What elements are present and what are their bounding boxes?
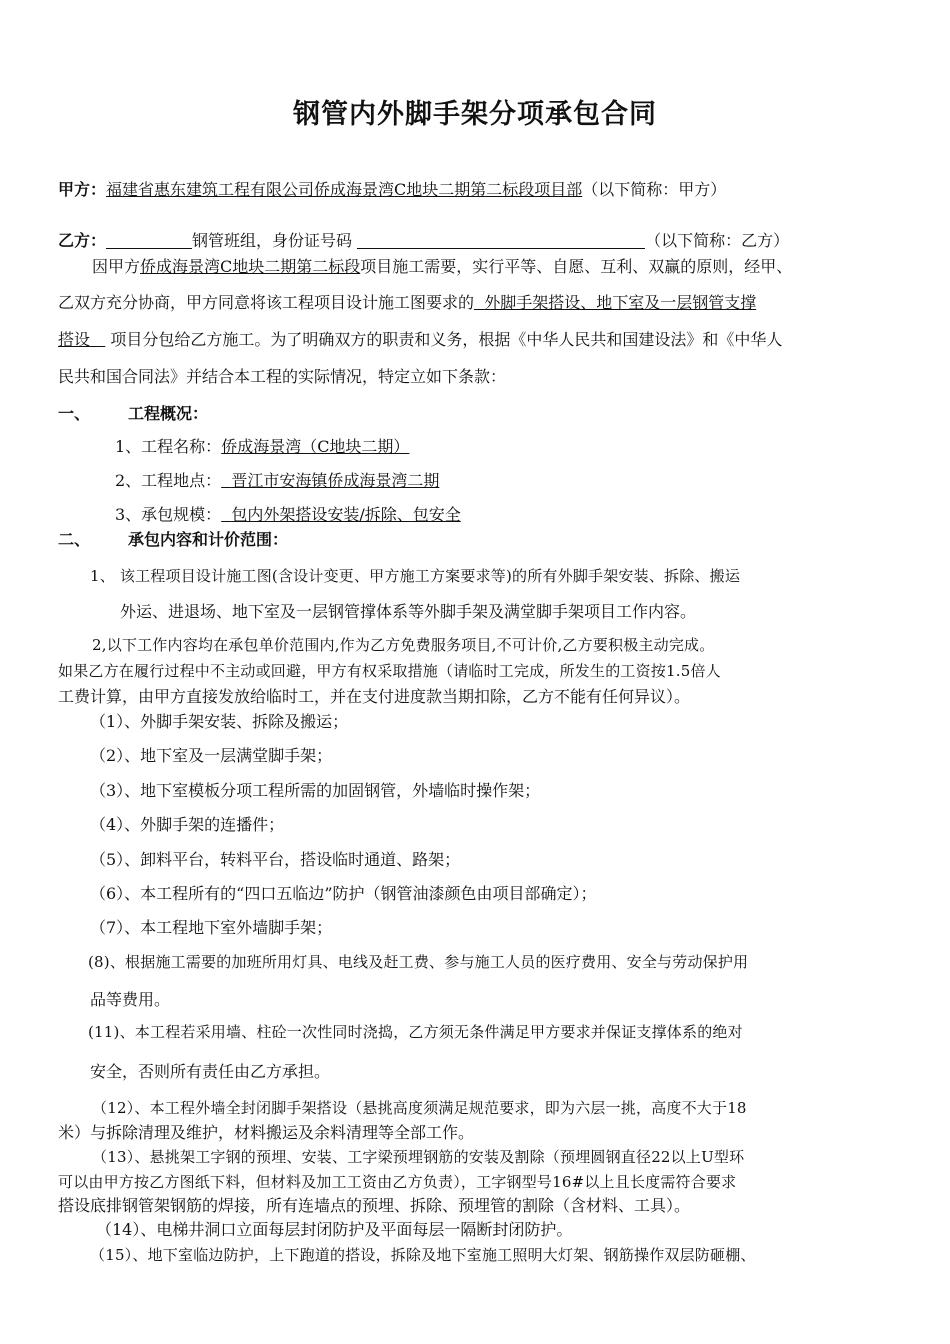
overview-label: 2、工程地点： bbox=[115, 471, 222, 490]
overview-value-underline bbox=[221, 505, 461, 524]
scope-underlined-cont bbox=[58, 330, 105, 349]
clause-2-line-3: 工费计算，由甲方直接发放给临时工，并在支付进度款当期扣除，乙方不能有任何异议）。 bbox=[58, 687, 691, 706]
scope-text: 搭设 bbox=[58, 330, 91, 349]
party-b-team: 钢管班组，身份证号码 bbox=[192, 231, 353, 250]
party-b-line bbox=[58, 231, 910, 251]
preamble-text: 项目分包给乙方施工。为了明确双方的职责和义务，根据《中华人民共和国建设法》和《中华人 bbox=[110, 330, 783, 349]
clause-2-line-1: 2,以下工作内容均在承包单价范围内,作为乙方免费服务项目,不可计价,乙方要积极主动完成。 bbox=[92, 636, 715, 654]
overview-item bbox=[115, 505, 910, 525]
section-number: 二、 bbox=[58, 530, 91, 549]
party-a-label: 甲方： bbox=[58, 180, 107, 199]
scope-underlined bbox=[474, 293, 756, 312]
overview-value: 晋江市安海镇侨成海景湾二期 bbox=[231, 471, 440, 490]
list-item: （2）、地下室及一层满堂脚手架； bbox=[90, 746, 333, 765]
item-15: （15）、地下室临边防护，上下跑道的搭设，拆除及地下室施工照明大灯架、钢筋操作双层防砸棚、 bbox=[90, 1246, 756, 1264]
overview-value: 侨成海景湾（C地块二期） bbox=[221, 437, 410, 456]
preamble-line-3 bbox=[58, 330, 910, 350]
section-title: 承包内容和计价范围： bbox=[128, 530, 289, 549]
party-a-name: 福建省惠东建筑工程有限公司侨成海景湾C地块二期第二标段项目部 bbox=[106, 180, 583, 199]
item-11-line-2: 安全，否则所有责任由乙方承担。 bbox=[90, 1062, 331, 1081]
item-14: （14）、电梯井洞口立面每层封闭防护及平面每层一隔断封闭防护。 bbox=[96, 1220, 573, 1239]
preamble-line-2 bbox=[58, 293, 910, 313]
party-b-id-blank bbox=[357, 232, 645, 249]
list-item: （7）、本工程地下室外墙脚手架； bbox=[90, 918, 333, 937]
section-2-heading bbox=[58, 530, 910, 550]
preamble-line-4: 民共和国合同法》并结合本工程的实际情况，特定立如下条款： bbox=[58, 367, 507, 386]
clause-1-line-2: 外运、进退场、地下室及一层钢管撑体系等外脚手架及满堂脚手架项目工作内容。 bbox=[120, 602, 697, 621]
item-13-line-3: 搭设底排钢管架钢筋的焊接，所有连墙点的预埋、拆除、预埋管的割除（含材料、工具）。 bbox=[58, 1196, 691, 1215]
preamble-line-1 bbox=[92, 257, 910, 277]
section-1-heading bbox=[58, 404, 910, 424]
list-item: （3）、地下室模板分项工程所需的加固钢管，外墙临时操作架； bbox=[90, 781, 541, 800]
scope-text: 外脚手架搭设、地下室及一层钢管支撑 bbox=[484, 293, 757, 312]
section-title: 工程概况： bbox=[128, 404, 209, 423]
section-number: 一、 bbox=[58, 404, 91, 423]
overview-value: 包内外架搭设安装/拆除、包安全 bbox=[231, 505, 461, 524]
party-a-suffix: （以下简称：甲方） bbox=[582, 180, 727, 199]
party-b-suffix: （以下简称：乙方） bbox=[645, 231, 790, 250]
overview-item bbox=[115, 437, 910, 457]
party-b-label: 乙方： bbox=[58, 231, 107, 250]
overview-label: 1、工程名称： bbox=[115, 437, 222, 456]
overview-label: 3、承包规模： bbox=[115, 505, 222, 524]
list-item: （6）、本工程所有的“四口五临边”防护（钢管油漆颜色由项目部确定）； bbox=[90, 884, 597, 903]
preamble-text: 因甲方 bbox=[92, 257, 141, 276]
list-item: （1）、外脚手架安装、拆除及搬运； bbox=[90, 712, 349, 731]
item-8-line-2: 品等费用。 bbox=[90, 990, 171, 1009]
overview-item bbox=[115, 471, 910, 491]
item-11-line-1: (11)、本工程若采用墙、柱砼一次性同时浇捣，乙方须无条件满足甲方要求并保证支撑体系的绝对 bbox=[88, 1023, 743, 1041]
party-b-name-blank bbox=[106, 232, 192, 249]
item-12-line-2: 米）与拆除清理及维护，材料搬运及余料清理等全部工作。 bbox=[58, 1123, 475, 1142]
item-13-line-1: （13）、悬挑架工字钢的预埋、安装、工字梁预埋钢筋的安装及割除（预埋圆钢直径22以上U型环 bbox=[92, 1148, 745, 1166]
clause-2-line-2: 如果乙方在履行过程中不主动或回避，甲方有权采取措施（请临时工完成，所发生的工资按1.5倍人 bbox=[58, 662, 721, 680]
project-name-underlined: 侨成海景湾C地块二期第二标段 bbox=[140, 257, 361, 276]
preamble-text: 项目施工需要，实行平等、自愿、互利、双赢的原则，经甲、 bbox=[360, 257, 793, 276]
preamble-text: 乙双方充分协商，甲方同意将该工程项目设计施工图要求的 bbox=[58, 293, 475, 312]
clause-1-line-1: 1、 该工程项目设计施工图(含设计变更、甲方施工方案要求等)的所有外脚手架安装、拆除、搬运 bbox=[90, 567, 741, 585]
list-item: （4）、外脚手架的连播件； bbox=[90, 815, 285, 834]
item-13-line-2: 可以由甲方按乙方图纸下料，但材料及加工工资由乙方负责），工字钢型号16#以上且长度需符合要求 bbox=[58, 1173, 737, 1191]
party-a-line bbox=[58, 180, 910, 200]
list-item: （5）、卸料平台，转料平台，搭设临时通道、路架； bbox=[90, 850, 461, 869]
document-title: 钢管内外脚手架分项承包合同 bbox=[293, 99, 657, 130]
item-8-line-1: (8)、根据施工需要的加班所用灯具、电线及赶工费、参与施工人员的医疗费用、安全与劳动保护用 bbox=[88, 953, 749, 971]
item-12-line-1: （12）、本工程外墙全封闭脚手架搭设（悬挑高度须满足规范要求，即为六层一挑，高度不大于18 bbox=[92, 1099, 747, 1117]
overview-value-underline bbox=[221, 471, 439, 490]
